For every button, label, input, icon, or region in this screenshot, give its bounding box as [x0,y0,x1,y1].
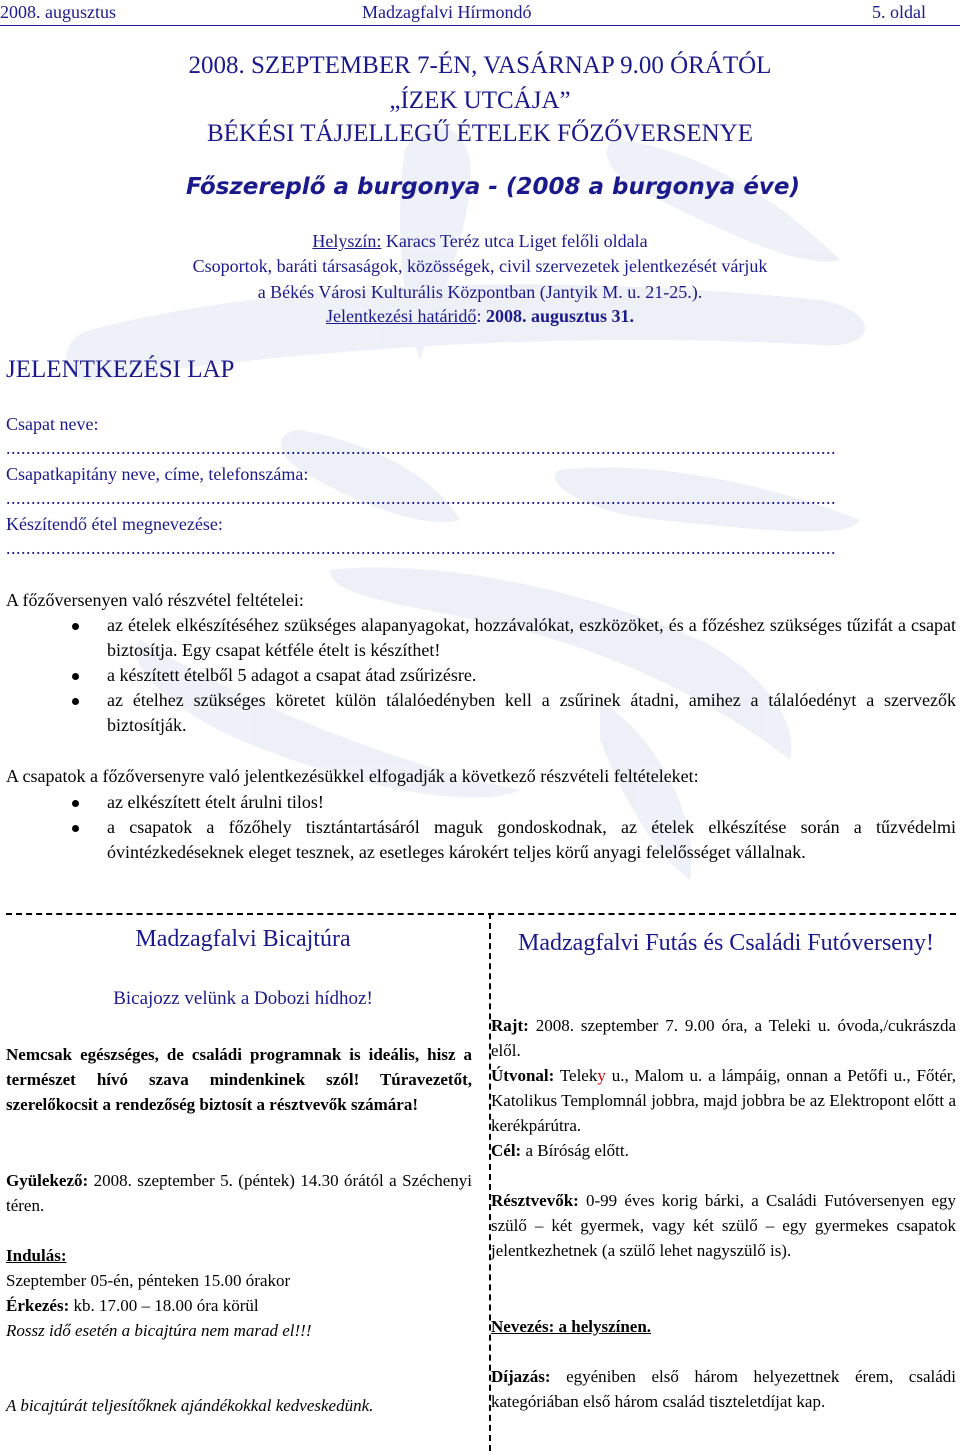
bike-intro: Nemcsak egészséges, de családi programnak is ideális, hisz a természet hívó szava mindenkinek szól! Túravezetőt, szerelőkocsit a rendezőség biztosít a résztvevők számára! [6,1045,472,1114]
location-label: Helyszín: [312,231,382,251]
bullet-icon [72,800,79,807]
event-name: „ÍZEK UTCÁJA” [389,87,571,114]
bike-gather-label: Gyülekező: [6,1171,89,1190]
condition-item: az ételek elkészítéséhez szükséges alapanyagokat, hozzávalókat, eszközöket, és a főzéshez szükséges tűzifát a csapat biztosítja. Egy csapat kétféle ételt is készíthet! [6,613,956,663]
conditions-heading: A főzőversenyen való részvétel feltételei: [6,590,304,610]
deadline-date: 2008. augusztus 31. [485,306,634,326]
field-team-name-dots[interactable]: ...................................................................................................................................................................... [6,438,836,458]
run-title: Madzagfalvi Futás és Családi Futóverseny! [518,930,934,956]
run-start: Rajt: 2008. szeptember 7. 9.00 óra, a Teleki u. óvoda,/cukrászda elől. [491,1016,956,1060]
event-subtitle: BÉKÉSI TÁJJELLEGŰ ÉTELEK FŐZŐVERSENYE [206,120,754,147]
run-prize: Díjazás: egyéniben első három helyezettnek érem, családi kategóriában első három család tiszteletdíjat kap. [491,1367,956,1411]
section-divider [6,913,956,915]
bike-gathering: Gyülekező: 2008. szeptember 5. (péntek) 14.30 órától a Széchenyi téren. [6,1171,472,1215]
bike-depart: Szeptember 05-én, pénteken 15.00 órakor [6,1271,291,1290]
acceptance-list [6,790,956,865]
bullet-icon [72,673,79,680]
invite-line-1: Csoportok, baráti társaságok, közösségek, civil szervezetek jelentkezését várjuk [192,256,768,276]
location-text: Karacs Teréz utca Liget felőli oldala [385,231,648,251]
field-dish-label: Készítendő étel megnevezése: [6,514,223,534]
condition-item: az ételhez szükséges köretet külön tálalóedényben kell a zsűrinek átadni, amihez a tálalóedényt a szervezők biztosítják. [6,688,956,738]
event-date: 2008. SZEPTEMBER 7-ÉN, VASÁRNAP 9.00 ÓRÁTÓL [188,52,772,79]
deadline-sep: : [476,306,482,326]
run-participants: Résztvevők: 0-99 éves korig bárki, a Családi Futóversenyen egy szülő – két gyermek, vagy két szülő – egy gyermekes csapatok jelentkezhetnek (a szülő lehet nagyszülő is). [491,1191,956,1260]
invite-line-2: a Békés Városi Kulturális Központban (Jantyik M. u. 21-25.). [257,282,703,302]
bullet-icon [72,825,79,832]
header-publication: Madzagfalvi Hírmondó [362,2,532,22]
bike-closing: A bicajtúrát teljesítőknek ajándékokkal kedveskedünk. [6,1396,374,1415]
header-page: 5. oldal [872,2,926,22]
run-goal: Cél: a Bíróság előtt. [491,1141,629,1160]
bike-title: Madzagfalvi Bicajtúra [135,926,351,952]
field-captain-label: Csapatkapitány neve, címe, telefonszáma: [6,464,309,484]
bike-subtitle: Bicajozz velünk a Dobozi hídhoz! [113,988,373,1009]
event-location [0,231,960,252]
field-team-name-label: Csapat neve: [6,414,99,434]
field-captain-dots[interactable]: ...................................................................................................................................................................... [6,488,836,508]
header-date: 2008. augusztus [0,2,116,22]
deadline-label: Jelentkezési határidő [326,306,477,326]
deadline [0,306,960,327]
conditions-list [6,613,956,738]
acceptance-item: az elkészített ételt árulni tilos! [6,790,956,815]
run-route: Útvonal: Teleky u., Malom u. a lámpáig, onnan a Petőfi u., Főtér, Katolikus Templomnál jobbra, majd jobbra be az Elektropont előtt a kerékpárútra. [491,1066,956,1135]
bike-arrive: Érkezés: kb. 17.00 – 18.00 óra körül [6,1296,259,1315]
form-title: JELENTKEZÉSI LAP [6,356,235,383]
run-entry: Nevezés: a helyszínen. [491,1317,652,1336]
acceptance-heading: A csapatok a főzőversenyre való jelentkezésükkel elfogadják a következő részvételi feltételeket: [6,766,699,786]
condition-item: a készített ételből 5 adagot a csapat átad zsűrizésre. [6,663,956,688]
bullet-icon [72,698,79,705]
bullet-icon [72,623,79,630]
field-dish-dots[interactable]: ...................................................................................................................................................................... [6,538,836,558]
header-rule [0,25,960,26]
bike-depart-label: Indulás: [6,1246,67,1265]
bike-weather: Rossz idő esetén a bicajtúra nem marad el!!! [6,1321,312,1340]
event-feature: Főszereplő a burgonya - (2008 a burgonya éve) [186,174,801,200]
acceptance-item: a csapatok a főzőhely tisztántartásáról maguk gondoskodnak, az ételek elkészítése során a tűzvédelmi óvintézkedéseknek eleget tesznek, az esetleges károkért teljes körű anyagi felelősséget vállalnak. [6,815,956,865]
